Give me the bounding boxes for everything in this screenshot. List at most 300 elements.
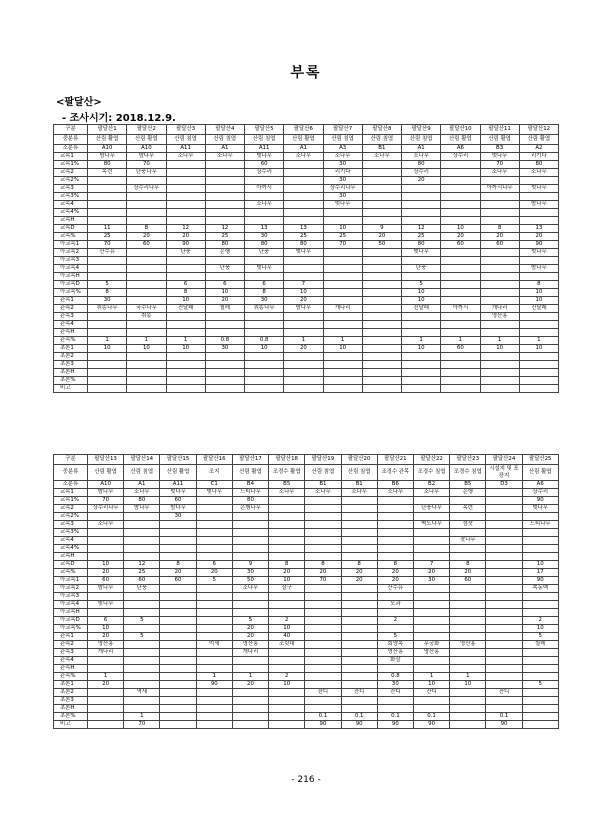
table-cell [269,697,305,705]
table-cell: 20 [232,625,268,633]
table-cell: A11 [245,145,284,153]
table-cell: B1 [341,481,377,489]
table-cell [377,593,413,601]
table-cell [522,553,558,561]
table-cell [522,601,558,609]
table-cell: 개나리 [232,649,268,657]
table-cell [441,169,480,177]
page-title: 부록 [290,65,322,81]
column-header: 팔달산21 [377,455,413,465]
table-cell [519,217,558,225]
table-cell: 산림 활엽 [480,135,519,145]
table-cell [205,257,244,265]
table-cell [519,273,558,281]
table-cell [413,513,449,521]
table-row [54,377,559,385]
table-cell: 무궁화 [413,641,449,649]
table-cell: 10 [480,345,519,353]
table-cell: 모과 [377,601,413,609]
table-cell: 30 [245,297,284,305]
table-cell: 0.1 [413,713,449,721]
table-row [54,249,559,257]
table-cell: 벚나무 [522,505,558,513]
row-label: 아교목2 [54,585,88,593]
table-row [54,641,559,649]
table-cell [441,321,480,329]
table-cell [402,217,441,225]
table-cell: 산림 활엽 [441,135,480,145]
table-cell: 80 [402,161,441,169]
table-cell [88,689,124,697]
table-cell [124,681,160,689]
table-cell [486,633,522,641]
table-cell [362,265,401,273]
table-cell: 상수리 [441,153,480,161]
table-cell: B1 [305,481,341,489]
row-label: 관목1 [54,297,88,305]
table-cell [323,273,362,281]
table-cell: 회양목 [377,641,413,649]
table-cell [284,185,323,193]
table-row [54,697,559,705]
table-cell [486,681,522,689]
table-cell: 20 [450,569,486,577]
table-cell [205,369,244,377]
table-cell: 10 [441,225,480,233]
table-cell: 10 [88,345,127,353]
table-cell [205,385,244,393]
column-header: 팔달산6 [284,125,323,135]
table-cell: 10 [519,297,558,305]
table-cell: 10 [323,225,362,233]
row-label: 초본3 [54,361,88,369]
table-cell: 은행나무 [232,505,268,513]
table-cell: 7 [284,281,323,289]
table-cell: 10 [166,345,205,353]
table-cell: 0.8 [205,337,244,345]
table-cell [245,313,284,321]
table-cell [269,657,305,665]
table-cell [284,193,323,201]
column-header: 팔달산14 [124,455,160,465]
table-cell: 밤나무 [124,505,160,513]
table-cell [196,657,232,665]
table-cell [519,209,558,217]
table-cell: 80 [88,161,127,169]
table-cell: 30 [160,513,196,521]
table-cell: 90 [413,721,449,729]
column-header: 팔달산1 [88,125,127,135]
table-cell [127,265,166,273]
table-cell [127,273,166,281]
table-cell: 90 [486,721,522,729]
table-cell: 벚나무 [323,201,362,209]
table-cell: 0.1 [486,713,522,721]
table-cell [196,585,232,593]
table-cell [450,601,486,609]
table-cell [413,553,449,561]
table-cell [362,161,401,169]
row-label: 아교목1 [54,241,88,249]
table-cell: 소나무 [88,521,124,529]
row-label: 초본1 [54,681,88,689]
table-cell: 잔디 [377,689,413,697]
table-cell [441,369,480,377]
table-cell [341,697,377,705]
table-cell: 은행 [205,249,244,257]
table-cell: 80 [519,161,558,169]
table-cell [341,681,377,689]
table-cell: 9 [232,561,268,569]
table-cell: 8 [480,225,519,233]
table-cell [232,529,268,537]
table-cell: 20 [284,297,323,305]
table-cell: 10 [450,681,486,689]
row-label: 아교목3 [54,257,88,265]
table-cell: 70 [480,161,519,169]
table-cell [127,353,166,361]
table-cell: 10 [284,289,323,297]
table-row [54,281,559,289]
row-label: 관목H [54,329,88,337]
table-cell [245,273,284,281]
table-cell: 20 [88,569,124,577]
table-cell: 산림 침엽 [166,135,205,145]
table-cell [519,193,558,201]
table-cell [486,705,522,713]
table-cell [362,273,401,281]
table-cell [441,281,480,289]
table-cell: 1 [284,337,323,345]
table-cell: A10 [127,145,166,153]
table-cell [480,249,519,257]
table-cell [441,217,480,225]
column-header: 팔달산15 [160,455,196,465]
table-cell: 1 [450,673,486,681]
table-cell: 7 [413,561,449,569]
table-cell [88,273,127,281]
table-cell [205,377,244,385]
table-cell [441,289,480,297]
table-cell: 5 [522,633,558,641]
table-row [54,529,559,537]
survey-table-2 [53,454,559,729]
table-cell [362,177,401,185]
table-cell: A6 [441,145,480,153]
table-cell [341,633,377,641]
table-cell [160,585,196,593]
table-cell [377,609,413,617]
table-cell: 벚나무 [160,489,196,497]
table-cell [441,313,480,321]
table-cell [196,537,232,545]
table-cell [205,217,244,225]
table-cell [88,705,124,713]
table-row [54,455,559,465]
table-cell: 산림 침엽 [362,135,401,145]
table-cell [124,697,160,705]
table-cell: 10 [205,289,244,297]
table-row [54,385,559,393]
table-row [54,273,559,281]
column-header: 팔달산18 [269,455,305,465]
table-cell [480,385,519,393]
table-cell: 소나무 [341,489,377,497]
table-cell: 8 [450,561,486,569]
table-cell [341,641,377,649]
table-cell [486,593,522,601]
table-cell [480,289,519,297]
row-label: 교목2% [54,177,88,185]
table-cell [245,257,284,265]
table-cell: 90 [196,681,232,689]
table-cell [305,593,341,601]
table-cell [88,209,127,217]
table-cell: 1 [402,337,441,345]
table-row [54,201,559,209]
table-cell [519,377,558,385]
table-cell: 5 [402,281,441,289]
table-cell [441,185,480,193]
table-cell [232,553,268,561]
row-label: 교목2% [54,513,88,521]
table-row [54,633,559,641]
table-cell [450,697,486,705]
table-cell: 1 [519,337,558,345]
row-label: 초본3 [54,697,88,705]
table-cell: 60 [441,345,480,353]
table-cell: 70 [127,161,166,169]
table-cell [160,633,196,641]
table-cell: C1 [196,481,232,489]
table-cell [196,697,232,705]
table-cell [269,713,305,721]
table-cell [362,337,401,345]
table-cell [232,537,268,545]
table-cell [486,521,522,529]
table-cell [519,257,558,265]
table-row [54,169,559,177]
table-cell: 잣나무 [450,537,486,545]
table-cell: 20 [196,569,232,577]
table-row [54,353,559,361]
row-label: 교목% [54,233,88,241]
table-cell [450,657,486,665]
row-label: 교목4 [54,537,88,545]
table-cell: 소나무 [245,201,284,209]
table-cell: 60 [88,577,124,585]
table-cell [341,585,377,593]
table-cell: 산림 침엽 [402,135,441,145]
table-cell: 13 [284,225,323,233]
table-cell: 70 [88,497,124,505]
table-cell: 소나무 [377,489,413,497]
table-cell [377,553,413,561]
table-row [54,721,559,729]
table-cell: 시설지 및 포장지 [486,465,522,481]
table-cell [232,657,268,665]
table-cell: 소나무 [124,489,160,497]
table-cell: 90 [341,721,377,729]
table-cell [205,329,244,337]
table-cell: 벚나무 [284,249,323,257]
table-cell: 벚나무 [196,489,232,497]
table-cell: 단풍 [124,585,160,593]
row-label: 아교목% [54,289,88,297]
table-cell [269,521,305,529]
table-cell [232,713,268,721]
table-cell [323,321,362,329]
table-row [54,313,559,321]
table-cell [160,617,196,625]
table-cell [441,273,480,281]
table-cell: 화살 [377,657,413,665]
table-cell: 1 [196,673,232,681]
table-cell: 20 [341,577,377,585]
column-header: 팔달산3 [166,125,205,135]
table-cell [88,257,127,265]
table-cell [124,545,160,553]
table-cell [323,329,362,337]
row-label: 구분 [54,455,88,465]
table-row [54,193,559,201]
table-cell: 산림 활엽 [284,135,323,145]
table-cell [124,665,160,673]
table-cell: 13 [519,225,558,233]
table-cell: 1 [323,337,362,345]
table-cell: 산림 활엽 [160,465,196,481]
table-cell [323,313,362,321]
table-cell [284,321,323,329]
table-cell [362,385,401,393]
table-cell: 밤나무 [519,265,558,273]
table-cell: 60 [480,241,519,249]
table-cell: 취똥 [127,313,166,321]
table-cell: 단풍 [402,265,441,273]
column-header: 팔달산25 [522,455,558,465]
table-cell: B5 [450,481,486,489]
table-cell [413,545,449,553]
table-cell: 개나리 [480,305,519,313]
row-label: 교목1% [54,497,88,505]
table-cell [480,209,519,217]
table-row [54,345,559,353]
table-cell [362,209,401,217]
table-cell: 80 [245,241,284,249]
table-cell: 10 [245,345,284,353]
table-cell [160,713,196,721]
row-label: 교목4% [54,545,88,553]
table-cell [341,497,377,505]
row-label: 아교목% [54,625,88,633]
table-cell: 10 [402,345,441,353]
table-row [54,537,559,545]
table-cell [305,553,341,561]
table-cell [166,209,205,217]
table-cell [127,201,166,209]
table-cell: 쪽동백 [522,585,558,593]
table-cell: 밤나무 [88,153,127,161]
table-cell: 조경수 활엽 [269,465,305,481]
table-cell [245,177,284,185]
table-cell [522,673,558,681]
table-cell: 개나리 [88,649,124,657]
table-row [54,625,559,633]
row-label: 관목3 [54,649,88,657]
table-cell: 10 [413,681,449,689]
table-cell: 상수리나무 [127,185,166,193]
table-cell: B5 [269,481,305,489]
table-cell [341,537,377,545]
table-cell [88,377,127,385]
table-cell [166,361,205,369]
table-cell [124,641,160,649]
table-cell [284,257,323,265]
column-header: 팔달산22 [413,455,449,465]
table-cell: 상수리 [522,489,558,497]
table-cell: 국수나무 [127,305,166,313]
table-cell: 30 [88,297,127,305]
row-label: 교목3 [54,521,88,529]
table-row [54,569,559,577]
table-cell [441,161,480,169]
table-cell: 산수유 [377,585,413,593]
table-cell [160,529,196,537]
table-cell: 산림 침엽 [205,135,244,145]
table-cell [205,161,244,169]
table-cell [450,665,486,673]
table-cell [341,593,377,601]
table-row [54,257,559,265]
table-cell: 진달래 [166,305,205,313]
row-label: 구분 [54,125,88,135]
table-cell: 소나무 [413,489,449,497]
table-cell: 30 [323,161,362,169]
table-cell: 6 [166,281,205,289]
table-cell: 영산홍 [377,649,413,657]
table-cell: 5 [232,617,268,625]
table-cell [341,609,377,617]
table-cell [402,321,441,329]
table-cell: 8 [88,289,127,297]
table-cell [245,361,284,369]
table-cell [269,545,305,553]
table-cell [124,705,160,713]
table-cell [486,513,522,521]
row-label: 아교목H [54,273,88,281]
row-label: 초본2 [54,689,88,697]
table-cell [196,497,232,505]
table-cell [269,705,305,713]
row-label: 아교목2 [54,249,88,257]
table-cell [269,505,305,513]
table-cell: 2 [522,617,558,625]
table-cell: 60 [160,497,196,505]
table-cell [402,329,441,337]
table-cell [486,697,522,705]
table-cell [88,369,127,377]
table-cell [124,673,160,681]
table-cell [232,697,268,705]
table-cell [284,273,323,281]
table-cell [305,697,341,705]
table-cell: 8 [341,561,377,569]
table-cell [88,201,127,209]
table-cell [127,249,166,257]
table-cell [269,721,305,729]
table-cell [269,553,305,561]
table-cell: 2 [377,617,413,625]
